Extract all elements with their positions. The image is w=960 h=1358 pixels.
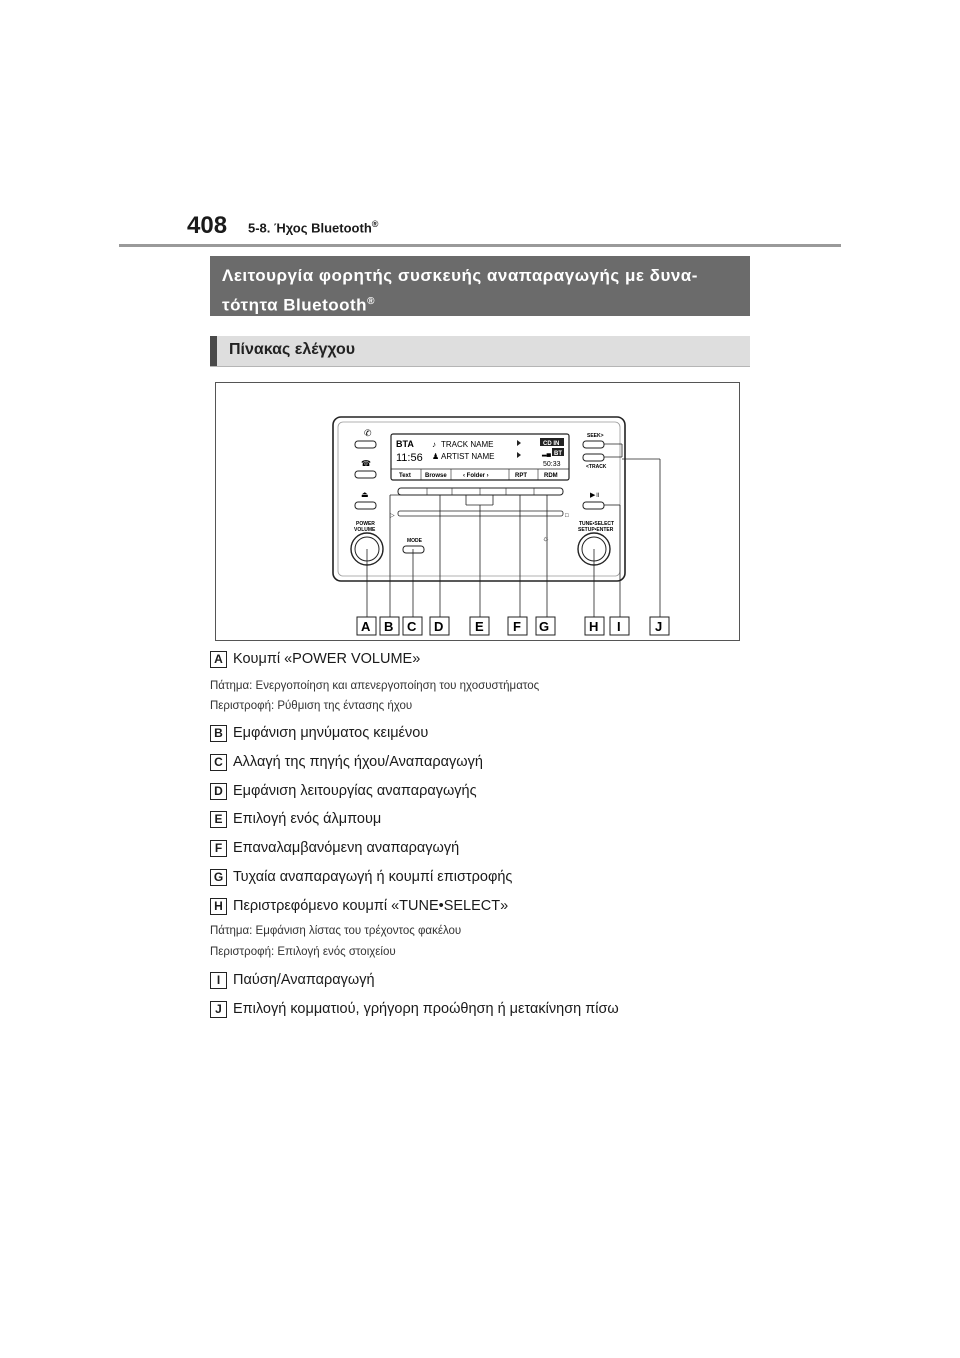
- registered-mark: ®: [367, 296, 375, 307]
- item-letter-badge: J: [210, 1001, 227, 1018]
- brightness-icon: ☼: [542, 534, 550, 543]
- item-note: Περιστροφή: Επιλογή ενός στοιχείου: [210, 946, 396, 958]
- subsection-title: [210, 336, 750, 367]
- mode-label: MODE: [407, 538, 422, 544]
- control-panel-illustration: [216, 383, 739, 640]
- eject-button: [355, 502, 376, 509]
- item-text: Τυχαία αναπαραγωγή ή κουμπί επιστροφής: [233, 869, 513, 885]
- callout-i-label: I: [617, 619, 621, 634]
- softkey-button-strip: [398, 488, 563, 495]
- item-letter-badge: D: [210, 783, 227, 800]
- callout-j-label: J: [655, 619, 663, 634]
- page-number: 408: [187, 212, 228, 239]
- running-head: [248, 219, 378, 235]
- seek-button: [583, 441, 604, 448]
- item-letter-badge: A: [210, 651, 227, 668]
- softkey-rdm: RDM: [544, 473, 558, 479]
- item-note: Πάτημα: Εμφάνιση λίστας του τρέχοντος φακέλου: [210, 925, 462, 937]
- item-text: Εμφάνιση μηνύματος κειμένου: [233, 725, 429, 741]
- callout-letters: [357, 617, 669, 635]
- hangup-button: [355, 471, 376, 478]
- tune-select-label-1: TUNE•SELECT: [579, 521, 615, 527]
- slot-left-mark: ▷: [390, 513, 395, 519]
- display-elapsed: 50:33: [543, 461, 561, 468]
- callout-h-label: H: [589, 619, 599, 634]
- item-letter-badge: I: [210, 972, 227, 989]
- display-source: BTA: [396, 439, 414, 449]
- slot-right-mark: □: [565, 513, 569, 519]
- phone-pickup-icon: ✆: [364, 428, 372, 438]
- bt-label: BT: [554, 451, 562, 457]
- phone-button: [355, 441, 376, 448]
- header-rule: [119, 244, 841, 247]
- softkey-folder: ‹ Folder ›: [463, 473, 489, 479]
- track-button: [583, 454, 604, 461]
- callout-f-label: F: [513, 619, 521, 634]
- item-note: Περιστροφή: Ρύθμιση της έντασης ήχου: [210, 700, 413, 712]
- item-text: Αλλαγή της πηγής ήχου/Αναπαραγωγή: [233, 754, 483, 770]
- seek-label: SEEK>: [587, 433, 604, 439]
- registered-mark: ®: [371, 219, 379, 229]
- play-pause-button: [583, 502, 604, 509]
- mode-button: [403, 546, 424, 553]
- music-note-icon: ♪: [432, 440, 436, 449]
- signal-icon: ▂▄: [542, 451, 551, 457]
- display-time: 11:56: [396, 452, 423, 464]
- section-title: [210, 256, 750, 316]
- eject-icon: ⏏: [361, 490, 369, 499]
- power-volume-label-2: VOLUME: [354, 527, 376, 533]
- subsection-title-text: Πίνακας ελέγχου: [229, 341, 356, 358]
- phone-hangup-icon: ☎: [361, 459, 371, 468]
- item-text: Εμφάνιση λειτουργίας αναπαραγωγής: [233, 783, 477, 799]
- callout-b-label: B: [384, 619, 394, 634]
- cd-in-label: CD IN: [543, 441, 560, 447]
- item-letter-badge: E: [210, 811, 227, 828]
- callout-g-label: G: [539, 619, 550, 634]
- softkey-browse: Browse: [425, 473, 447, 479]
- item-note: Πάτημα: Ενεργοποίηση και απενεργοποίηση του ηχοσυστήματος: [210, 680, 540, 692]
- callout-e-label: E: [475, 619, 484, 634]
- subsection-bar: [210, 336, 217, 366]
- play-pause-icon: ▶॥: [590, 492, 600, 499]
- callout-d-label: D: [434, 619, 444, 634]
- item-text: Επιλογή κομματιού, γρήγορη προώθηση ή μετακίνηση πίσω: [233, 1001, 619, 1017]
- power-volume-label-1: POWER: [356, 521, 375, 527]
- section-title-line2-wrap: [222, 289, 738, 319]
- control-panel-figure: [215, 382, 740, 641]
- item-text: Επαναλαμβανόμενη αναπαραγωγή: [233, 840, 460, 856]
- item-text: Κουμπί «POWER VOLUME»: [233, 651, 421, 667]
- item-text: Παύση/Αναπαραγωγή: [233, 972, 375, 988]
- softkey-rpt: RPT: [515, 473, 527, 479]
- softkey-text: Text: [399, 473, 411, 479]
- section-title-line2: τότητα Bluetooth: [222, 295, 368, 315]
- item-text: Περιστρεφόμενο κουμπί «TUNE•SELECT»: [233, 898, 509, 914]
- callout-a-label: A: [361, 619, 371, 634]
- track-label: <TRACK: [586, 464, 607, 470]
- item-letter-badge: G: [210, 869, 227, 886]
- section-title-line1: Λειτουργία φορητής συσκευής αναπαραγωγής με δυνα-: [222, 266, 698, 285]
- running-head-text: 5-8. Ήχος Bluetooth: [248, 220, 372, 236]
- callout-c-label: C: [407, 619, 417, 634]
- item-letter-badge: F: [210, 840, 227, 857]
- display-artist: ARTIST NAME: [441, 452, 495, 461]
- item-letter-badge: H: [210, 898, 227, 915]
- artist-icon: ♟: [432, 452, 440, 461]
- tune-select-label-2: SETUP•ENTER: [578, 527, 614, 533]
- item-letter-badge: B: [210, 725, 227, 742]
- display-track: TRACK NAME: [441, 440, 494, 449]
- item-letter-badge: C: [210, 754, 227, 771]
- item-text: Επιλογή ενός άλμπουμ: [233, 811, 382, 827]
